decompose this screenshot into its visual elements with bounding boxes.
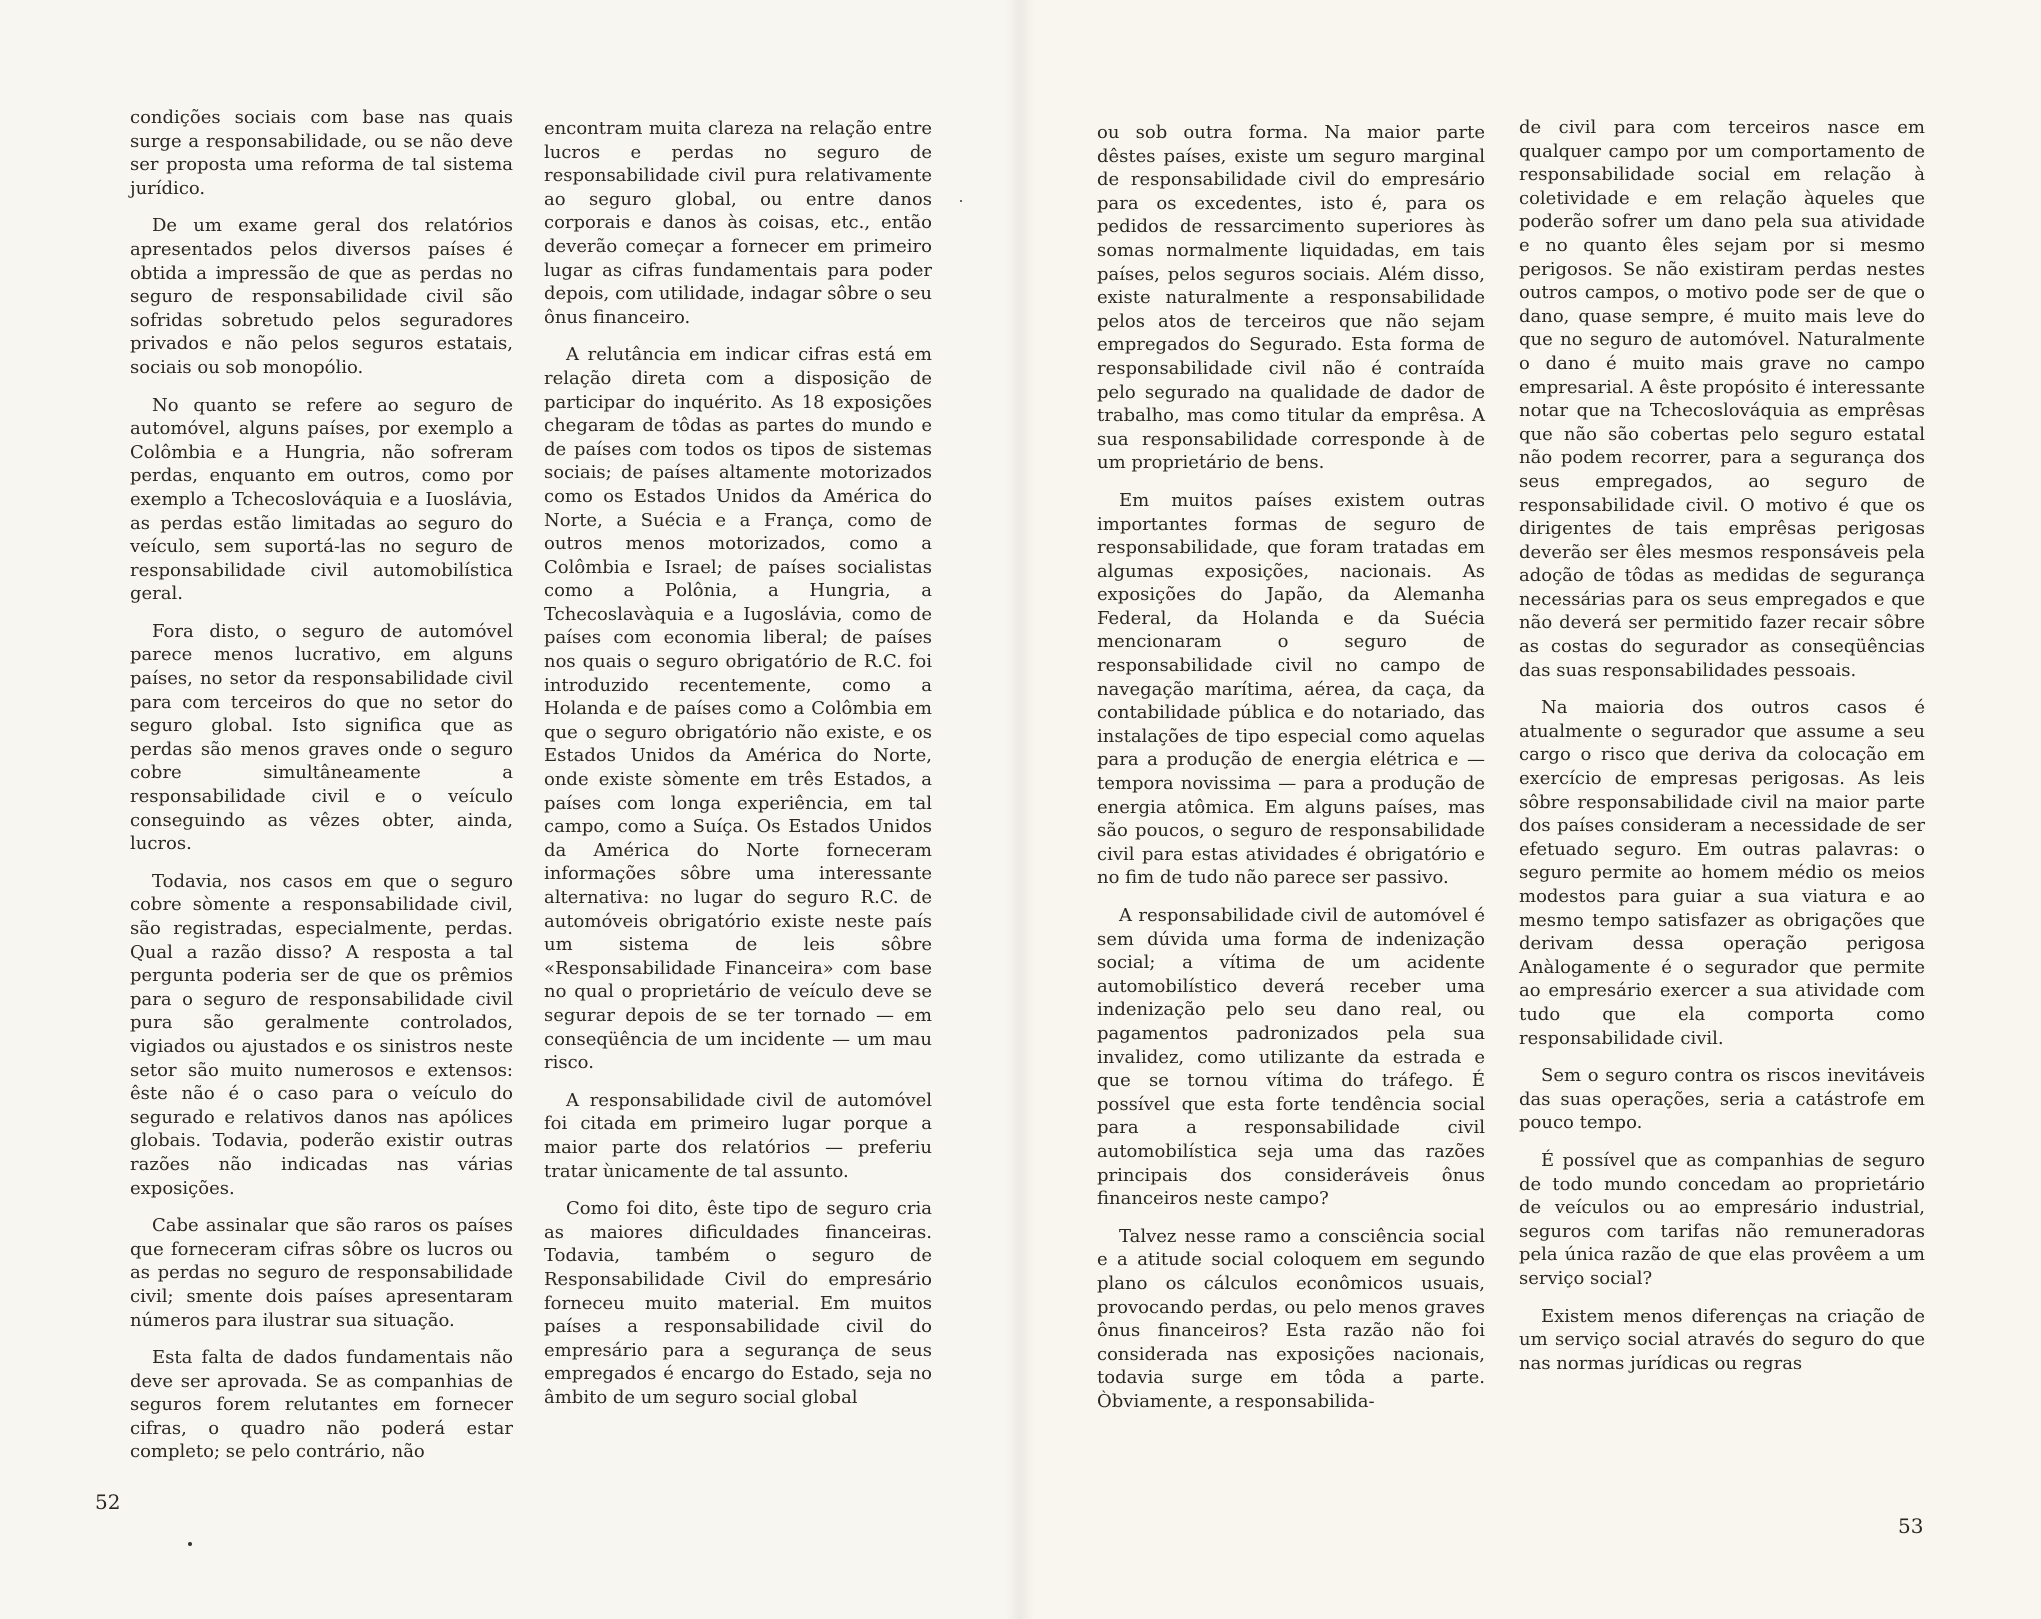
paragraph: Esta falta de dados fundamentais não deve ser aprovada. Se as companhias de seguros forem relutantes em fornecer cifras, o quadro não poderá estar completo; se pelo contrário, não <box>130 1347 513 1463</box>
paragraph: ou sob outra forma. Na maior parte dêstes países, existe um seguro marginal de responsabilidade civil do empresário para os excedentes, isto é, para os pedidos de ressarcimento superiores às somas normalmente liquidadas, em tais países, pelos seguros sociais. Além disso, existe naturalmente a responsabilidade pelos atos de terceiros que não sejam empregados do Segurado. Esta forma de responsabilidade civil não é contraída pelo segurado na qualidade de dador de trabalho, mas como titular da emprêsa. A sua responsabilidade corresponde à de um proprietário de bens. <box>1097 122 1485 474</box>
paragraph: Fora disto, o seguro de automóvel parece menos lucrativo, em alguns países, no setor da responsabilidade civil para com terceiros do que no setor do seguro global. Isto significa que as perdas são menos graves onde o seguro cobre simultâneamente a responsabilidade civil e o veículo conseguindo as vêzes obter, ainda, lucros. <box>130 620 513 855</box>
paragraph: Em muitos países existem outras importantes formas de seguro de responsabilidade, que foram tratadas em algumas exposições, nacionais. As exposições do Japão, da Alemanha Federal, da Holanda e da Suécia mencionaram o seguro de responsabilidade civil no campo de navegação marítima, aérea, da caça, da contabilidade pública e do notariado, das instalações de tipo especial como aquelas para a produção de energia elétrica e — tempora novissima — para a produção de energia atômica. Em alguns países, mas são poucos, o seguro de responsabilidade civil para estas atividades é obrigatório e no fim de tudo não parece ser passivo. <box>1097 489 1485 889</box>
paragraph: Como foi dito, êste tipo de seguro cria as maiores dificuldades financeiras. Todavia, também o seguro de Responsabilidade Civil do empresário forneceu muito material. Em muitos países a responsabilidade civil do empresário para a segurança de seus empregados é encargo do Estado, seja no âmbito de um seguro social global <box>544 1198 932 1408</box>
right-page-column-1 <box>1097 121 1485 1427</box>
paragraph: encontram muita clareza na relação entre lucros e perdas no seguro de responsabilidade civil pura relativamente ao seguro global, ou entre danos corporais e danos às coisas, etc., então deverão começar a fornecer em primeiro lugar as cifras fundamentais para poder depois, com utilidade, indagar sôbre o seu ônus financeiro. <box>544 118 932 328</box>
paragraph: Todavia, nos casos em que o seguro cobre sòmente a responsabilidade civil, são registradas, especialmente, perdas. Qual a razão disso? A resposta a tal pergunta poderia ser de que os prêmios para o seguro de responsabilidade civil pura são geralmente controlados, vigiados ou ajustados e os sinistros neste setor são muito numerosos e extensos: êste não é o caso para o veículo do segurado e relativos danos nas apólices globais. Todavia, poderão existir outras razões não indicadas nas várias exposições. <box>130 870 513 1199</box>
paragraph: Cabe assinalar que são raros os países que forneceram cifras sôbre os lucros ou as perdas no seguro de responsabilidade civil; smente dois países apresentaram números para ilustrar sua situação. <box>130 1215 513 1331</box>
paragraph: de civil para com terceiros nasce em qualquer campo por um comportamento de responsabilidade social em relação à coletividade e em relação àqueles que poderão sofrer um dano pela sua atividade e no quanto êles sejam por si mesmo perigosos. Se não existiram perdas nestes outros campos, o motivo pode ser de que o dano, quase sempre, é muito mais leve do que no seguro de automóvel. Naturalmente o dano é muito mais grave no campo empresarial. A êste propósito é interessante notar que na Tchecoslováquia as emprêsas que não são cobertas pelo seguro estatal não podem recorrer, para a segurança dos seus empregados, ao seguro de responsabilidade civil. O motivo é que os dirigentes de tais emprêsas perigosas deverão ser êles mesmos responsáveis pela adoção de tôdas as medidas de segurança necessárias para os seus empregados e que não deverá ser permitido fazer recair sôbre as costas do segurador as conseqüências das suas responsabilidades pessoais. <box>1519 117 1925 681</box>
paragraph: É possível que as companhias de seguro de todo mundo concedam ao proprietário de veículos ou ao empresário industrial, seguros com tarifas não remuneradoras pela única razão de que elas provêem a um serviço social? <box>1519 1149 1925 1289</box>
paragraph: De um exame geral dos relatórios apresentados pelos diversos países é obtida a impressão de que as perdas no seguro de responsabilidade civil são sofridas sobretudo pelos seguradores privados e não pelos seguros estatais, sociais ou sob monopólio. <box>130 215 513 378</box>
left-page-column-1 <box>130 106 513 1478</box>
paragraph: Na maioria dos outros casos é atualmente o segurador que assume a seu cargo o risco que deriva da colocação em exercício de empresas perigosas. As leis sôbre responsabilidade civil na maior parte dos países consideram a necessidade de ser efetuado seguro. Em outras palavras: o seguro permite ao homem médio os meios modestos para guiar a sua viatura e ao mesmo tempo satisfazer as obrigações que derivam dessa operação perigosa Anàlogamente é o segurador que permite ao empresário exercer a sua atividade com tudo que ela comporta como responsabilidade civil. <box>1519 697 1925 1049</box>
paragraph: Existem menos diferenças na criação de um serviço social através do seguro do que nas normas jurídicas ou regras <box>1519 1305 1925 1374</box>
paragraph: A responsabilidade civil de automóvel foi citada em primeiro lugar porque a maior parte dos relatórios — preferiu tratar ùnicamente de tal assunto. <box>544 1089 932 1182</box>
paragraph: No quanto se refere ao seguro de automóvel, alguns países, por exemplo a Colômbia e a Hungria, não sofreram perdas, enquanto em outros, como por exemplo a Tchecoslováquia e a Iuoslávia, as perdas estão limitadas ao seguro do veículo, sem suportá-las no seguro de responsabilidade civil automobilística geral. <box>130 394 513 605</box>
right-page <box>1020 0 2041 1619</box>
print-speck <box>960 200 962 202</box>
page-number: 52 <box>95 1490 121 1514</box>
left-page-column-2 <box>544 117 932 1423</box>
page-number: 53 <box>1898 1514 1924 1538</box>
paragraph: Talvez nesse ramo a consciência social e a atitude social coloquem em segundo plano os cálculos econômicos usuais, provocando perdas, ou pelo menos graves ônus financeiros? Esta razão não foi considerada nas exposições nacionais, todavia surge em tôda a parte. Òbviamente, a responsabilida- <box>1097 1225 1485 1412</box>
paragraph: A relutância em indicar cifras está em relação direta com a disposição de participar do inquérito. As 18 exposições chegaram de tôdas as partes do mundo e de países com todos os tipos de sistemas sociais; de países altamente motorizados como os Estados Unidos da América do Norte, a Suécia e a França, como de outros menos motorizados, como a Colômbia e Israel; de países socialistas como a Polônia, a Hungria, a Tchecoslavàquia e a Iugoslávia, como de países com economia liberal; de países nos quais o seguro obrigatório de R.C. foi introduzido recentemente, como a Holanda e de países como a Colômbia em que o seguro obrigatório não existe, e os Estados Unidos da América do Norte, onde existe sòmente em três Estados, a países com longa experiência, em tal campo, como a Suíça. Os Estados Unidos da América do Norte forneceram informações sôbre uma interessante alternativa: no lugar do seguro R.C. de automóveis obrigatório existe neste país um sistema de leis sôbre «Responsabilidade Financeira» com base no qual o proprietário de veículo deve se segurar depois de se ter tornado — em conseqüência de um incidente — um mau risco. <box>544 344 932 1074</box>
right-page-column-2 <box>1519 116 1925 1389</box>
paragraph: condições sociais com base nas quais surge a responsabilidade, ou se não deve ser proposta uma reforma de tal sistema jurídico. <box>130 107 513 199</box>
left-page <box>0 0 1020 1619</box>
print-speck <box>188 1542 192 1546</box>
paragraph: A responsabilidade civil de automóvel é sem dúvida uma forma de indenização social; a vítima de um acidente automobilístico deverá receber uma indenização pelo seu dano real, ou pagamentos padronizados pela sua invalidez, como utilizante da estrada e que se tornou vítima do tráfego. É possível que esta forte tendência social para a responsabilidade civil automobilística seja uma das razões principais dos consideráveis ônus financeiros neste campo? <box>1097 905 1485 1210</box>
book-gutter <box>1005 0 1035 1619</box>
paragraph: Sem o seguro contra os riscos inevitáveis das suas operações, seria a catástrofe em pouco tempo. <box>1519 1065 1925 1134</box>
